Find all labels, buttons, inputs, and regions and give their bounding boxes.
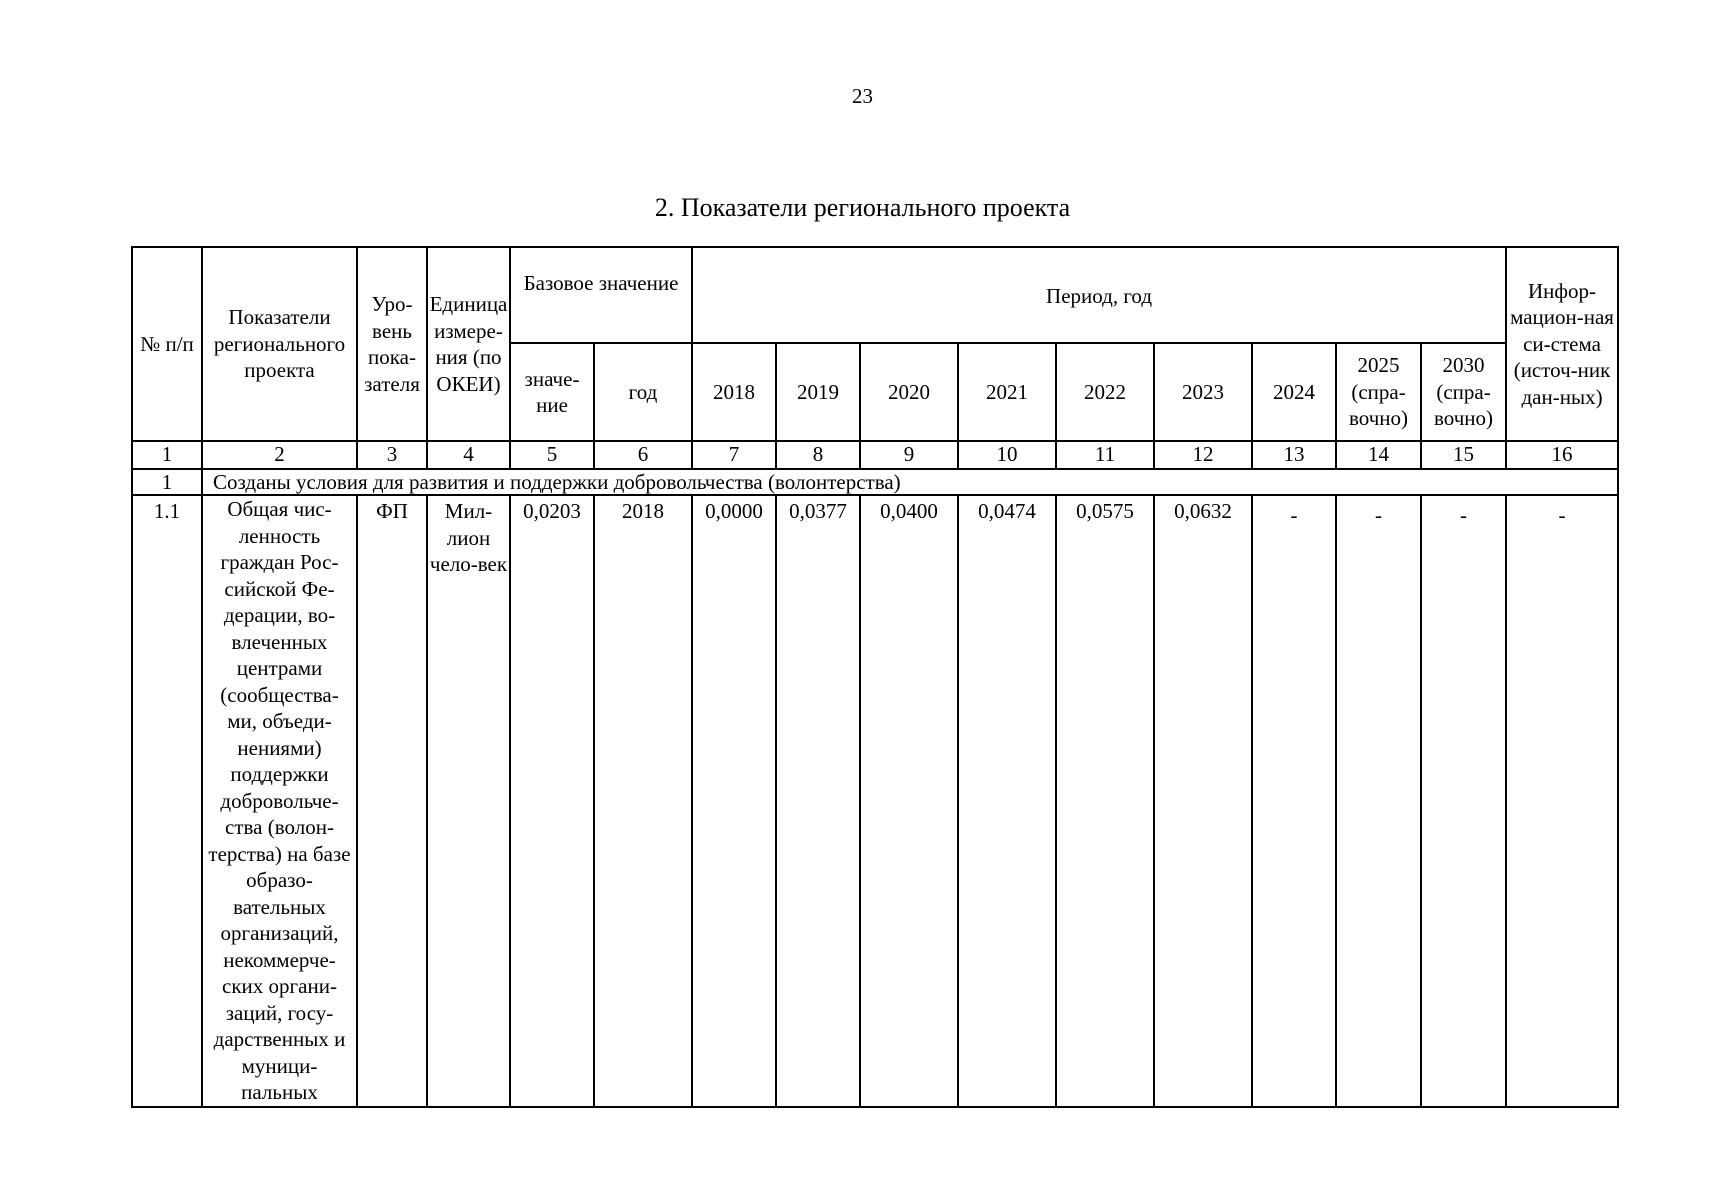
column-number: 16 [1506,441,1618,469]
row-value: 0,0474 [958,495,1056,1107]
column-number: 10 [958,441,1056,469]
header-base: Базовое значение [510,247,692,343]
page-number: 23 [852,84,873,108]
goal-row [132,469,1618,495]
section-title: 2. Показатели регионального проекта [654,193,1071,222]
header-year: 2021 [958,343,1056,441]
header-base-value: значе-ние [510,343,594,441]
row-indicator: Общая чис-ленность граждан Рос-сийской Фе-дерации, во-влеченных центрами (сообщества-ми, объеди-нениями) поддержки добровольче-ства (волон-терства) на базе образо-вательных организаций, некоммерче-ских органи-заций, госу-дарственных и муници-пальных [202,495,357,1107]
header-year: 2019 [776,343,860,441]
row-value: 0,0575 [1056,495,1154,1107]
header-year: 2022 [1056,343,1154,441]
header-indicator: Показатели регионального проекта [202,247,357,441]
row-value: 0,0400 [860,495,958,1107]
goal-text: Созданы условия для развития и поддержки добровольчества (волонтерства) [202,469,1618,495]
column-number: 5 [510,441,594,469]
header-info-system: Инфор-мацион-ная си-стема (источ-ник дан-ных) [1506,247,1618,441]
column-number: 8 [776,441,860,469]
column-number: 4 [427,441,510,469]
header-level: Уро-вень пока-зателя [357,247,427,441]
header-year: 2025 (спра-вочно) [1336,343,1421,441]
indicators-table [131,246,1619,1108]
column-number: 14 [1336,441,1421,469]
header-num: № п/п [132,247,202,441]
row-value: 0,0000 [692,495,776,1107]
column-numbers-row [132,441,1618,469]
row-level: ФП [357,495,427,1107]
column-number: 13 [1252,441,1336,469]
header-year: 2030 (спра-вочно) [1421,343,1506,441]
header-period: Период, год [692,247,1506,343]
column-number: 1 [132,441,202,469]
header-row-1 [132,247,1618,343]
row-base-year: 2018 [594,495,692,1107]
header-unit: Единица измере-ния (по ОКЕИ) [427,247,510,441]
row-value: 0,0377 [776,495,860,1107]
column-number: 9 [860,441,958,469]
header-year: 2024 [1252,343,1336,441]
row-value: - [1252,495,1336,1107]
header-year: 2018 [692,343,776,441]
header-year: 2020 [860,343,958,441]
table-row [132,495,1618,1107]
row-unit: Мил-лион чело-век [427,495,510,1107]
column-number: 3 [357,441,427,469]
row-value: - [1421,495,1506,1107]
header-base-year: год [594,343,692,441]
row-base-value: 0,0203 [510,495,594,1107]
row-num: 1.1 [132,495,202,1107]
column-number: 11 [1056,441,1154,469]
goal-num: 1 [132,469,202,495]
column-number: 7 [692,441,776,469]
column-number: 12 [1154,441,1252,469]
row-value: 0,0632 [1154,495,1252,1107]
row-info-system: - [1506,495,1618,1107]
header-year: 2023 [1154,343,1252,441]
row-value: - [1336,495,1421,1107]
column-number: 2 [202,441,357,469]
column-number: 15 [1421,441,1506,469]
column-number: 6 [594,441,692,469]
